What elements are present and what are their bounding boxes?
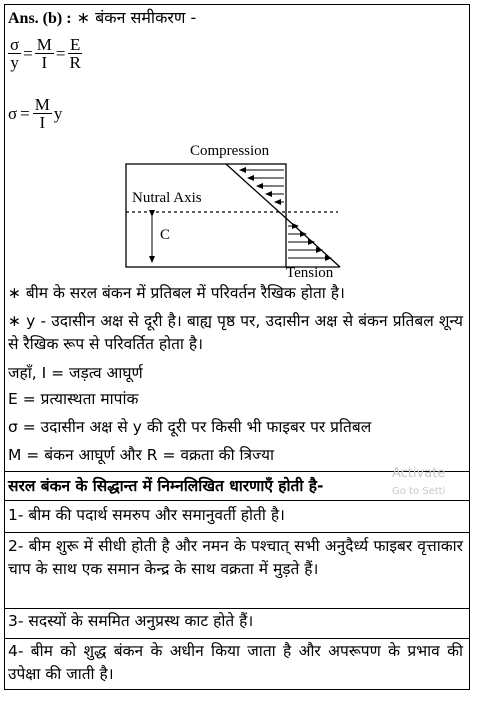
e-definition: E = प्रत्यास्थता मापांक (8, 390, 139, 408)
distance-note: ∗ y - उदासीन अक्ष से दूरी है। बाह्य पृष्ठ पर, उदासीन अक्ष से बंकन प्रतिबल शून्य से रैखिक रूप से परिवर्तित होता है। (8, 312, 463, 353)
stress-distribution-line (226, 164, 340, 267)
star-bullet: ∗ (76, 8, 91, 27)
divider-3 (4, 638, 470, 639)
watermark-line2: Go to Setti (392, 486, 446, 497)
i-definition: I = जड़त्व आघूर्ण (41, 364, 143, 382)
assumption-item-2: 2- बीम शुरू में सीधी होती है और नमन के पश्चात् सभी अनुदैर्ध्य फाइबर वृत्ताकार चाप के साथ एक समान केन्द्र के साथ वक्रता में मुड़ते हैं। (8, 537, 463, 578)
where-line: जहाँ, I = जड़त्व आघूर्ण (8, 364, 143, 382)
divider-2 (4, 608, 470, 609)
linear-variation-note: ∗ बीम के सरल बंकन में प्रतिबल में परिवर्तन रैखिक होता है। (8, 284, 345, 302)
c-label: C (160, 227, 171, 243)
assumptions-heading: सरल बंकन के सिद्धान्त में निम्नलिखित धारणाएँ होती है- (8, 477, 324, 495)
divider-1 (4, 532, 470, 533)
divider-heading (4, 500, 470, 501)
compression-label: Compression (190, 143, 270, 159)
sigma-definition: σ = उदासीन अक्ष से y की दूरी पर किसी भी फाइबर पर प्रतिबल (8, 418, 372, 436)
flexure-equation: $\frac{\sigma}{y}$ = $\frac{M}{I}$ = $\frac{E}{R}$ (10, 35, 81, 72)
fraction-e-r: $\frac{E}{R}$ (69, 35, 81, 72)
m-definition: M = बंकन आघूर्ण और R = वक्रता की त्रिज्या (8, 446, 274, 464)
assumption-item-1: 1- बीम की पदार्थ समरुप और समानुवर्ती होती है। (8, 506, 285, 524)
tension-label: Tension (286, 265, 334, 281)
watermark-line1: Activate (392, 466, 446, 481)
answer-label: Ans. (b) : (8, 10, 72, 27)
beam-section-outline (126, 164, 286, 267)
assumption-item-4: 4- बीम को शुद्ध बंकन के अधीन किया जाता है और अपरूपण के प्रभाव की उपेक्षा की जाती है। (8, 642, 463, 683)
section-title: बंकन समीकरण - (95, 8, 197, 27)
neutral-axis-label: Nutral Axis (132, 190, 202, 206)
fraction-sigma-y: $\frac{\sigma}{y}$ (10, 35, 20, 72)
fraction-m-i-2: $\frac{M}{I}$ (34, 95, 50, 132)
fraction-m-i: $\frac{M}{I}$ (36, 35, 52, 72)
stress-equation: σ = $\frac{M}{I}$ y (8, 95, 63, 132)
assumption-item-3: 3- सदस्यों के सममित अनुप्रस्थ काट होते हैं। (8, 612, 254, 630)
